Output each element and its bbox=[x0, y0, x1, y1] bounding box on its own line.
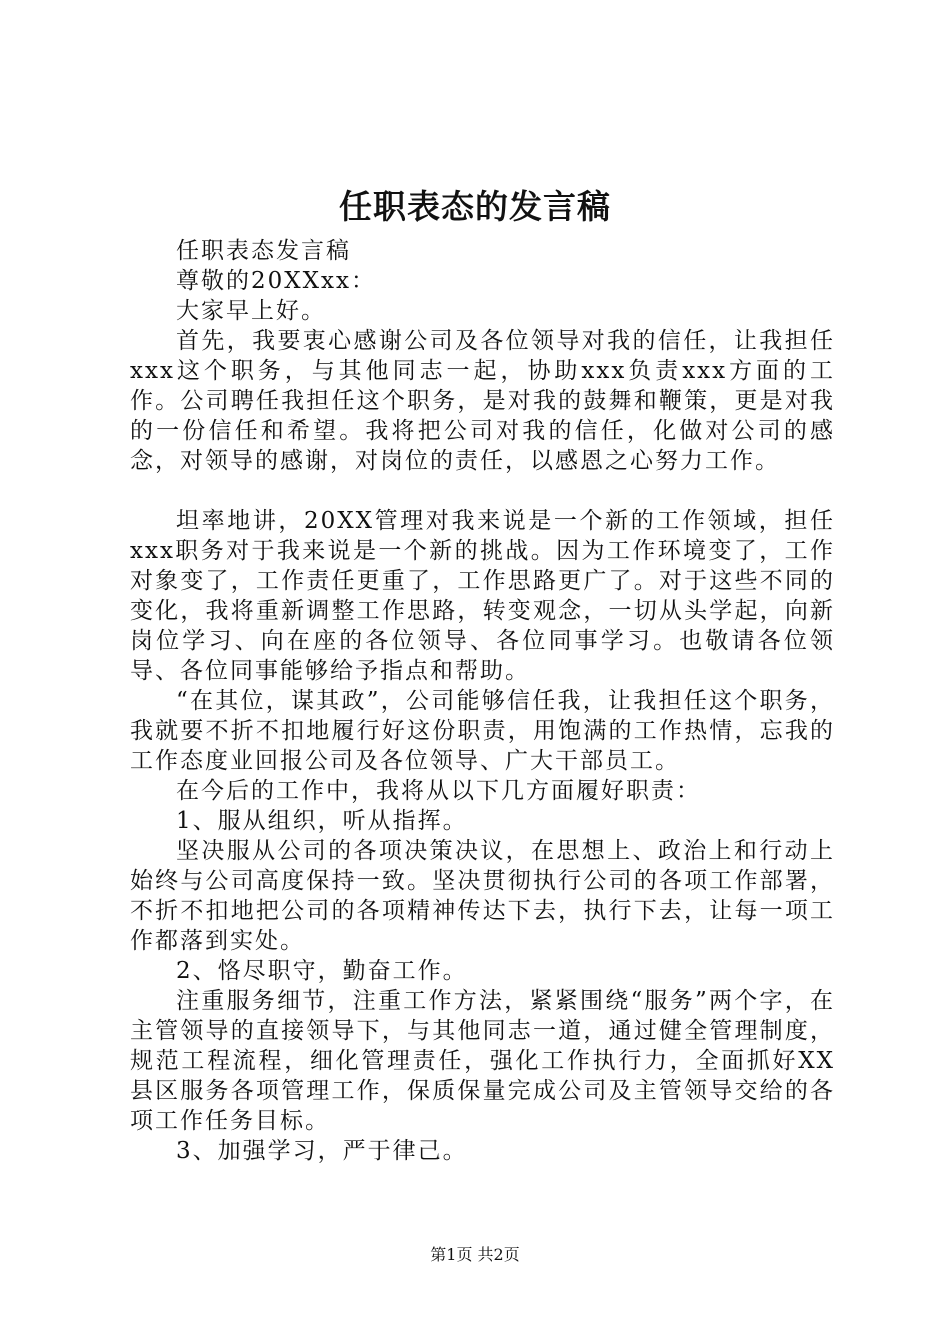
paragraph-intro-points: 在今后的工作中，我将从以下几方面履好职责： bbox=[176, 778, 701, 804]
point-2-body: 注重服务细节，注重工作方法，紧紧围绕“服务”两个字，在主管领导的直接领导下，与其他同志一道，通过健全管理制度，规范工程流程，细化管理责任，强化工作执行力，全面抓好XX县区服务各项管理工作，保质保量完成公司及主管领导交给的各项工作任务目标。 bbox=[130, 988, 835, 1134]
paragraph-greeting: 大家早上好。 bbox=[176, 298, 326, 324]
document-title: 任职表态的发言稿 bbox=[339, 187, 611, 226]
paragraph-duty: “在其位，谋其政”，公司能够信任我，让我担任这个职务，我就要不折不扣地履行好这份职责，用饱满的工作热情，忘我的工作态度业回报公司及各位领导、广大干部员工。 bbox=[130, 688, 835, 774]
page-number-footer: 第1页 共2页 bbox=[430, 1245, 520, 1264]
point-2-heading: 2、恪尽职守，勤奋工作。 bbox=[176, 958, 468, 984]
document-body bbox=[130, 236, 835, 1166]
paragraph-salutation: 尊敬的20XXxx： bbox=[176, 268, 376, 294]
paragraph-challenge: 坦率地讲，20XX管理对我来说是一个新的工作领域，担任xxx职务对于我来说是一个新的挑战。因为工作环境变了，工作对象变了，工作责任更重了，工作思路更广了。对于这些不同的变化，我将重新调整工作思路，转变观念，一切从头学起，向新岗位学习、向在座的各位领导、各位同事学习。也敬请各位领导、各位同事能够给予指点和帮助。 bbox=[130, 508, 835, 684]
paragraph-thanks: 首先，我要衷心感谢公司及各位领导对我的信任，让我担任xxx这个职务，与其他同志一起，协助xxx负责xxx方面的工作。公司聘任我担任这个职务，是对我的鼓舞和鞭策，更是对我的一份信任和希望。我将把公司对我的信任，化做对公司的感念，对领导的感谢，对岗位的责任，以感恩之心努力工作。 bbox=[130, 328, 835, 474]
point-1-body: 坚决服从公司的各项决策决议，在思想上、政治上和行动上始终与公司高度保持一致。坚决贯彻执行公司的各项工作部署，不折不扣地把公司的各项精神传达下去，执行下去，让每一项工作都落到实处。 bbox=[130, 838, 835, 954]
paragraph-heading: 任职表态发言稿 bbox=[176, 238, 351, 264]
point-3-heading: 3、加强学习，严于律己。 bbox=[176, 1138, 468, 1164]
point-1-heading: 1、服从组织，听从指挥。 bbox=[176, 808, 468, 834]
